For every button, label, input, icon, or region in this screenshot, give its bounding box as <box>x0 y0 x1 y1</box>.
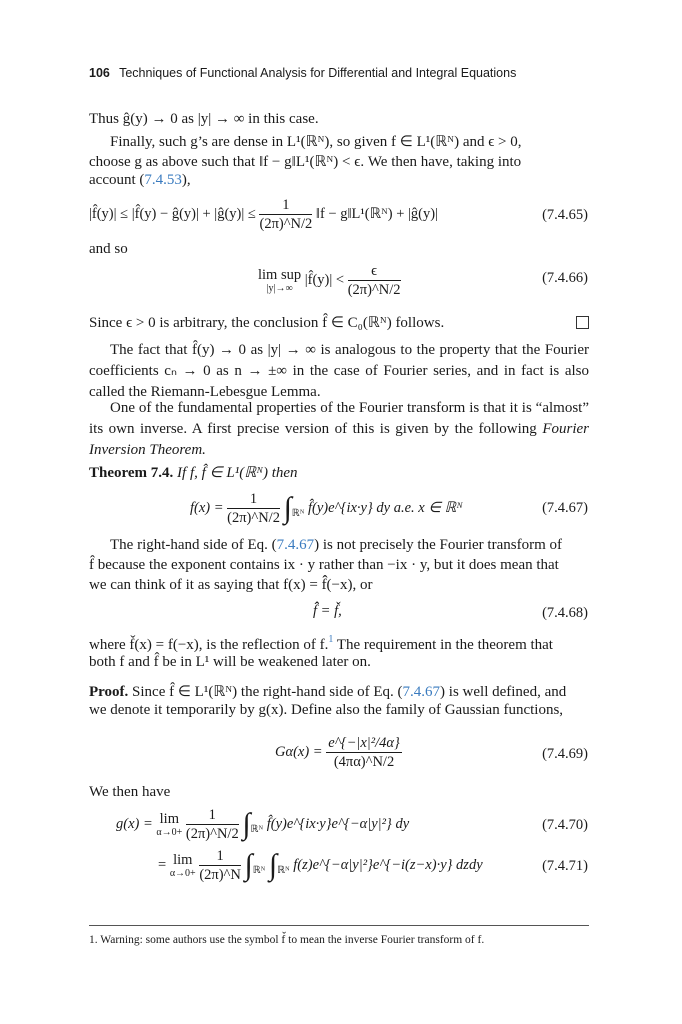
para5-l1-pre: where f̌(x) = f(−x), is the reflection of f. <box>89 637 329 653</box>
footnote-ref-1[interactable]: 1 <box>328 634 334 645</box>
equation-7-4-68: f̂̂ = f̌, <box>313 603 342 619</box>
eq71-fraction <box>199 847 241 884</box>
eq71-integrand: f(z)e^{−α|y|²}e^{−i(z−x)·y} dzdy <box>293 856 483 873</box>
para3-text: One of the fundamental properties of the Fourier transform is that it is “almost” its own inverse. A first precise version of this is given by the following <box>89 400 589 437</box>
theorem-label: Theorem 7.4. <box>89 465 174 481</box>
we-then-have-text: We then have <box>89 784 171 800</box>
eq67-domain: ℝᴺ <box>291 507 305 519</box>
eq69-fraction <box>326 734 402 771</box>
para3-italic: Fourier Inversion Theorem. <box>89 421 589 458</box>
eq71-lim: lim <box>173 851 193 868</box>
eq65-num: 1 <box>259 196 312 215</box>
eq67-fraction <box>227 490 280 527</box>
eq71-num: 1 <box>199 847 241 866</box>
integral-sign: ∫ <box>244 848 253 882</box>
footnote-1: 1. Warning: some authors use the symbol f̌ to mean the inverse Fourier transform of f. <box>89 934 485 946</box>
proof-l1-post: ) is well defined, and <box>440 684 567 700</box>
equation-link-7-4-67-b[interactable]: 7.4.67 <box>402 684 441 700</box>
eq67-label: (7.4.67) <box>542 500 588 516</box>
qed-square <box>576 316 589 329</box>
eq66-den: (2π)^N/2 <box>347 282 401 298</box>
equation-7-4-67 <box>190 490 463 527</box>
para4-l1-pre: The right-hand side of Eq. ( <box>110 537 277 553</box>
page-number: 106 <box>89 66 110 80</box>
para3 <box>89 398 589 461</box>
eq67-den: (2π)^N/2 <box>227 510 280 526</box>
eq70-label: (7.4.70) <box>542 817 588 833</box>
eq71-domain-1: ℝᴺ <box>252 864 266 876</box>
eq71-domain-2: ℝᴺ <box>277 864 290 876</box>
eq66-under: |y|→∞ <box>266 282 293 294</box>
equation-7-4-70 <box>116 806 409 843</box>
equation-link-7-4-67[interactable]: 7.4.67 <box>276 537 315 553</box>
para1-line4 <box>89 172 191 189</box>
since-text: Since ϵ > 0 is arbitrary, the conclusion f̂ ∈ C₀(ℝᴺ) follows. <box>89 315 445 331</box>
integral-sign: ∫ <box>268 848 278 882</box>
eq71-lhs: = <box>158 856 167 873</box>
eq67-lhs: f(x) = <box>190 499 224 516</box>
eq65-rhs: ‖f − g‖L¹(ℝᴺ) + |ĝ(y)| <box>315 205 438 222</box>
para4-line2: f̂ because the exponent contains ix · y rather than −ix · y, but it does mean that <box>89 557 559 573</box>
eq70-domain: ℝᴺ <box>250 823 264 835</box>
eq66-fraction <box>348 262 401 299</box>
eq70-under: α→0+ <box>156 826 183 838</box>
proof-label: Proof. <box>89 684 129 700</box>
integral-sign: ∫ <box>242 807 251 841</box>
eq69-den: (4πα)^N/2 <box>333 754 395 770</box>
running-header <box>89 66 516 80</box>
eq69-label: (7.4.69) <box>542 746 588 762</box>
proof-line1 <box>89 682 566 701</box>
eq69-num: e^{−|x|²/4α} <box>328 735 400 751</box>
para1-line4-pre: account ( <box>89 172 145 188</box>
theorem-7-4 <box>89 463 298 482</box>
eq71-under: α→0+ <box>169 867 196 879</box>
eq65-fraction <box>259 196 312 233</box>
eq67-integrand: f̂(y)e^{ix·y} dy a.e. x ∈ ℝᴺ <box>307 499 463 516</box>
eq70-num: 1 <box>186 806 239 825</box>
eq70-integrand: f̂(y)e^{ix·y}e^{−α|y|²} dy <box>266 815 410 832</box>
eq66-lim: lim sup <box>258 266 302 283</box>
eq71-limit <box>170 853 196 879</box>
running-title: Techniques of Functional Analysis for Differential and Integral Equations <box>119 66 517 80</box>
equation-7-4-66 <box>258 262 401 299</box>
eq65-lhs: |f̂(y)| ≤ |f̂(y) − ĝ(y)| + |ĝ(y)| ≤ <box>89 205 256 222</box>
eq65-label: (7.4.65) <box>542 207 588 223</box>
integral-sign: ∫ <box>283 491 292 525</box>
para2: The fact that f̂(y) → 0 as |y| → ∞ is analogous to the property that the Fourier coefficients cₙ → 0 as n → ±∞ in the case of Fourier series, and in fact is also called the Riemann-Lebesgue Lemma. <box>89 342 589 400</box>
equation-link-7-4-53[interactable]: 7.4.53 <box>144 172 182 188</box>
eq70-fraction <box>186 806 239 843</box>
eq66-label: (7.4.66) <box>542 270 588 286</box>
eq66-limsup <box>258 268 301 294</box>
eq70-lim: lim <box>159 810 179 827</box>
equation-7-4-65 <box>89 196 438 233</box>
para4-line3: we can think of it as saying that f(x) = f̂̂(−x), or <box>89 577 373 593</box>
para4-line1 <box>110 537 562 554</box>
para1-line2: Finally, such g’s are dense in L¹(ℝᴺ), so given f ∈ L¹(ℝᴺ) and ϵ > 0, <box>110 134 522 150</box>
para4-l1-post: ) is not precisely the Fourier transform of <box>314 537 562 553</box>
para1-line4-post: ), <box>181 172 191 188</box>
equation-7-4-69 <box>275 734 402 771</box>
footnote-rule <box>89 925 589 926</box>
eq70-limit <box>156 812 182 838</box>
proof-l1-pre: Since f̂ ∈ L¹(ℝᴺ) the right-hand side of Eq. ( <box>132 684 403 700</box>
para5-line2: both f and f̂ be in L¹ will be weakened later on. <box>89 654 371 670</box>
eq71-den: (2π)^N <box>199 867 241 883</box>
para1-line1: Thus ĝ(y) → 0 as |y| → ∞ in this case. <box>89 111 319 127</box>
and-so-text: and so <box>89 241 128 257</box>
eq66-num: ϵ <box>348 262 401 281</box>
eq65-den: (2π)^N/2 <box>259 216 313 232</box>
equation-7-4-71 <box>158 847 483 884</box>
eq66-lhs: |f̂(y)| < <box>304 271 345 288</box>
theorem-statement: If f, f̂ ∈ L¹(ℝᴺ) then <box>177 465 298 481</box>
eq67-num: 1 <box>227 490 280 509</box>
eq70-lhs: g(x) = <box>116 815 153 832</box>
eq70-den: (2π)^N/2 <box>185 826 239 842</box>
para1-line3: choose g as above such that ‖f − g‖L¹(ℝᴺ) < ϵ. We then have, taking into <box>89 154 522 170</box>
eq71-label: (7.4.71) <box>542 858 588 874</box>
para5-line1 <box>89 634 553 654</box>
eq69-lhs: Gα(x) = <box>275 743 323 760</box>
para5-l1-post: The requirement in the theorem that <box>333 637 553 653</box>
eq68-label: (7.4.68) <box>542 605 588 621</box>
proof-line2: we denote it temporarily by g(x). Define also the family of Gaussian functions, <box>89 702 564 718</box>
